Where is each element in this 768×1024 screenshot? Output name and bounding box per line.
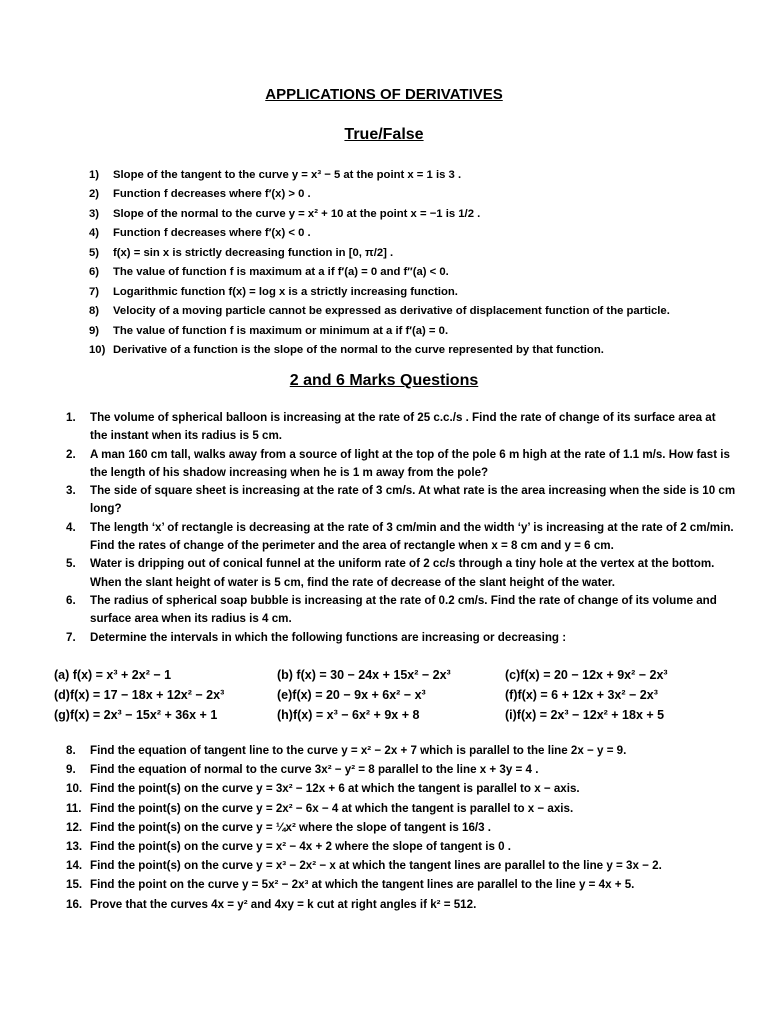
item-number: 3. bbox=[66, 484, 76, 498]
function-item: (h)f(x) = x³ − 6x² + 9x + 8 bbox=[277, 708, 420, 722]
item-text: A man 160 cm tall, walks away from a source of light at the top of the pole 6 m high at the rate of 1.1 m/s. How fast is the length of his shadow increasing when he is 1 m away from the pole? bbox=[90, 447, 730, 479]
item-text: f(x) = sin x is strictly decreasing function in [0, π/2] . bbox=[113, 246, 394, 259]
function-item: (g)f(x) = 2x³ − 15x² + 36x + 1 bbox=[54, 708, 218, 722]
item-number: 7) bbox=[89, 285, 100, 298]
functions-grid bbox=[54, 665, 734, 725]
question-item bbox=[66, 409, 736, 446]
item-text: The side of square sheet is increasing at the rate of 3 cm/s. At what rate is the area increasing when the side is 10 cm long? bbox=[90, 484, 736, 516]
question-item bbox=[66, 519, 736, 556]
questions-list-part-1 bbox=[66, 409, 736, 647]
item-number: 3) bbox=[89, 207, 100, 220]
question-item bbox=[66, 837, 736, 856]
item-text: Prove that the curves 4x = y² and 4xy = k cut at right angles if k² = 512. bbox=[90, 897, 477, 911]
function-item: (d)f(x) = 17 − 18x + 12x² − 2x³ bbox=[54, 688, 225, 702]
item-number: 10. bbox=[66, 782, 83, 796]
function-item: (i)f(x) = 2x³ − 12x² + 18x + 5 bbox=[505, 708, 665, 722]
item-number: 1. bbox=[66, 411, 76, 424]
function-item: (b) f(x) = 30 − 24x + 15x² − 2x³ bbox=[277, 668, 451, 682]
true-false-list bbox=[89, 165, 749, 360]
item-text: Function f decreases where f′(x) < 0 . bbox=[113, 227, 311, 240]
function-item: (e)f(x) = 20 − 9x + 6x² − x³ bbox=[277, 688, 426, 702]
question-item bbox=[66, 818, 736, 837]
question-item bbox=[66, 799, 736, 818]
item-number: 9) bbox=[89, 324, 100, 337]
question-item bbox=[66, 592, 736, 629]
item-text: Find the point(s) on the curve y = 2x² − 6x − 4 at which the tangent is parallel to x − axis. bbox=[90, 801, 574, 815]
question-item bbox=[66, 760, 736, 779]
item-number: 9. bbox=[66, 763, 76, 777]
item-text: Find the equation of normal to the curve 3x² − y² = 8 parallel to the line x + 3y = 4 . bbox=[90, 763, 539, 777]
item-number: 12. bbox=[66, 820, 83, 834]
item-number: 6) bbox=[89, 266, 100, 279]
item-text: The length ‘x’ of rectangle is decreasing at the rate of 3 cm/min and the width ‘y’ is increasing at the rate of 2 cm/min. Find the rates of change of the perimeter and the area of rectangle when x = 8 cm and y = 6 cm. bbox=[90, 520, 734, 553]
function-item: (a) f(x) = x³ + 2x² − 1 bbox=[54, 668, 172, 682]
true-false-item bbox=[89, 165, 749, 185]
questions-list-part-2 bbox=[66, 741, 736, 914]
item-number: 2. bbox=[66, 447, 76, 461]
item-number: 5. bbox=[66, 557, 76, 571]
item-number: 1) bbox=[89, 168, 100, 181]
item-text: The volume of spherical balloon is increasing at the rate of 25 c.c./s . Find the rate of change of its surface area at the instant when its radius is 5 cm. bbox=[90, 411, 716, 443]
item-number: 16. bbox=[66, 897, 83, 911]
item-text: Water is dripping out of conical funnel at the uniform rate of 2 cc/s through a tiny hole at the vertex at the bottom. When the slant height of water is 5 cm, find the rate of decrease of the slant height of the water. bbox=[90, 557, 715, 589]
item-number: 5) bbox=[89, 246, 100, 259]
item-text: The value of function f is maximum at a if f′(a) = 0 and f″(a) < 0. bbox=[113, 266, 449, 279]
item-text: Derivative of a function is the slope of the normal to the curve represented by that function. bbox=[113, 344, 604, 357]
question-item bbox=[66, 629, 736, 647]
true-false-item bbox=[89, 321, 749, 341]
item-text: Find the point(s) on the curve y = ¼x² where the slope of tangent is 16/3 . bbox=[90, 820, 492, 834]
item-text: Find the point(s) on the curve y = x³ − 2x² − x at which the tangent lines are parallel to the line y = 3x − 2. bbox=[90, 859, 662, 873]
item-text: Find the point(s) on the curve y = 3x² − 12x + 6 at which the tangent is parallel to x − axis. bbox=[90, 782, 580, 796]
item-text: Velocity of a moving particle cannot be expressed as derivative of displacement function of the particle. bbox=[113, 305, 670, 318]
item-text: The radius of spherical soap bubble is increasing at the rate of 0.2 cm/s. Find the rate of change of its volume and surface area when its radius is 4 cm. bbox=[90, 593, 717, 626]
function-item: (f)f(x) = 6 + 12x + 3x² − 2x³ bbox=[505, 688, 658, 702]
item-number: 2) bbox=[89, 188, 100, 201]
question-item bbox=[66, 741, 736, 760]
item-number: 15. bbox=[66, 878, 83, 892]
true-false-item bbox=[89, 224, 749, 244]
question-item bbox=[66, 555, 736, 592]
true-false-item bbox=[89, 185, 749, 205]
item-number: 10) bbox=[89, 344, 106, 357]
item-number: 13. bbox=[66, 840, 83, 854]
item-number: 6. bbox=[66, 593, 76, 607]
true-false-item bbox=[89, 263, 749, 283]
item-number: 4. bbox=[66, 520, 76, 534]
question-item bbox=[66, 856, 736, 875]
question-item bbox=[66, 446, 736, 483]
item-number: 14. bbox=[66, 859, 83, 873]
item-text: Slope of the tangent to the curve y = x³ − 5 at the point x = 1 is 3 . bbox=[113, 168, 462, 181]
item-number: 8) bbox=[89, 305, 100, 318]
item-text: Function f decreases where f′(x) > 0 . bbox=[113, 188, 311, 201]
question-item bbox=[66, 779, 736, 798]
true-false-item bbox=[89, 341, 749, 361]
question-item bbox=[66, 895, 736, 914]
question-item bbox=[66, 875, 736, 894]
item-text: Logarithmic function f(x) = log x is a strictly increasing function. bbox=[113, 285, 458, 298]
page-title: APPLICATIONS OF DERIVATIVES bbox=[265, 86, 503, 103]
true-false-item bbox=[89, 282, 749, 302]
function-item: (c)f(x) = 20 − 12x + 9x² − 2x³ bbox=[505, 668, 668, 682]
item-text: Find the point on the curve y = 5x² − 2x³ at which the tangent lines are parallel to the line y = 4x + 5. bbox=[90, 878, 635, 892]
true-false-item bbox=[89, 243, 749, 263]
item-number: 11. bbox=[66, 801, 82, 815]
true-false-heading: True/False bbox=[344, 126, 424, 143]
item-text: Slope of the normal to the curve y = x² + 10 at the point x = −1 is 1/2 . bbox=[113, 207, 481, 220]
item-text: Determine the intervals in which the following functions are increasing or decreasing : bbox=[90, 630, 567, 644]
item-text: Find the point(s) on the curve y = x² − 4x + 2 where the slope of tangent is 0 . bbox=[90, 840, 512, 854]
marks-questions-heading: 2 and 6 Marks Questions bbox=[289, 372, 479, 389]
question-item bbox=[66, 482, 736, 519]
true-false-item bbox=[89, 204, 749, 224]
item-number: 4) bbox=[89, 227, 100, 240]
item-text: Find the equation of tangent line to the curve y = x² − 2x + 7 which is parallel to the line 2x − y = 9. bbox=[90, 744, 627, 757]
true-false-item bbox=[89, 302, 749, 322]
item-text: The value of function f is maximum or minimum at a if f′(a) = 0. bbox=[113, 324, 449, 337]
item-number: 7. bbox=[66, 630, 76, 644]
item-number: 8. bbox=[66, 744, 76, 757]
